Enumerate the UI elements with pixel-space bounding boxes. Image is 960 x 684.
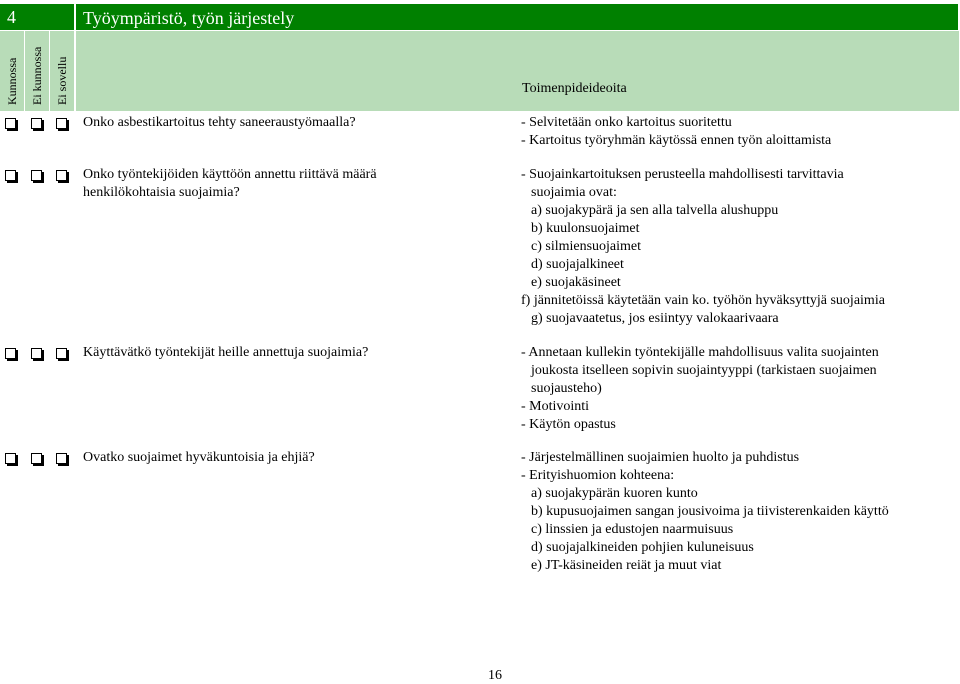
question-line: Ovatko suojaimet hyväkuntoisia ja ehjiä?	[83, 450, 315, 465]
action-line: c) linssien ja edustojen naarmuisuus	[531, 522, 734, 537]
header-label-ei-kunnossa: Ei kunnossa	[30, 46, 44, 105]
action-line: e) suojakäsineet	[531, 275, 621, 290]
question-row-3	[83, 344, 368, 362]
checkbox-ei-kunnossa-row-2[interactable]	[31, 170, 42, 181]
action-line: - Erityishuomion kohteena:	[521, 468, 675, 483]
actions-row-4	[521, 449, 889, 575]
checkbox-ei-sovellu-row-2[interactable]	[56, 170, 67, 181]
checkbox-kunnossa-row-4[interactable]	[5, 453, 16, 464]
question-row-4	[83, 449, 315, 467]
section-title-bar	[0, 4, 958, 30]
header-ei-kunnossa	[25, 31, 49, 111]
action-line: - Järjestelmällinen suojaimien huolto ja puhdistus	[521, 450, 800, 465]
question-row-2	[83, 166, 377, 202]
title-divider	[74, 4, 76, 30]
question-line: henkilökohtaisia suojaimia?	[83, 185, 240, 200]
question-line: Onko asbestikartoitus tehty saneeraustyömaalla?	[83, 115, 356, 130]
action-line: joukosta itselleen sopivin suojaintyyppi (tarkistaen suojaimen	[531, 363, 877, 378]
action-line: b) kuulonsuojaimet	[531, 221, 640, 236]
action-line: d) suojajalkineiden pohjien kuluneisuus	[531, 540, 754, 555]
action-line: suojausteho)	[531, 381, 602, 396]
checkbox-ei-sovellu-row-4[interactable]	[56, 453, 67, 464]
header-kunnossa	[0, 31, 24, 111]
action-line: a) suojakypärän kuoren kunto	[531, 486, 698, 501]
header-label-ei-sovellu: Ei sovellu	[55, 56, 69, 105]
action-line: d) suojajalkineet	[531, 257, 624, 272]
question-row-1	[83, 114, 356, 132]
action-line: b) kupusuojaimen sangan jousivoima ja tiivisterenkaiden käyttö	[531, 504, 889, 519]
section-title: Työympäristö, työn järjestely	[83, 8, 295, 28]
actions-row-1	[521, 114, 831, 150]
checkbox-ei-sovellu-row-1[interactable]	[56, 118, 67, 129]
checkbox-ei-sovellu-row-3[interactable]	[56, 348, 67, 359]
action-line: - Kartoitus työryhmän käytössä ennen työn aloittamista	[521, 133, 832, 148]
checkbox-kunnossa-row-3[interactable]	[5, 348, 16, 359]
section-number: 4	[7, 7, 16, 27]
checkbox-ei-kunnossa-row-4[interactable]	[31, 453, 42, 464]
action-line: - Annetaan kullekin työntekijälle mahdollisuus valita suojainten	[521, 345, 879, 360]
checkbox-kunnossa-row-1[interactable]	[5, 118, 16, 129]
action-line: a) suojakypärä ja sen alla talvella alushuppu	[531, 203, 779, 218]
actions-row-3	[521, 344, 879, 434]
action-line: - Suojainkartoituksen perusteella mahdollisesti tarvittavia	[521, 167, 844, 182]
action-line: - Selvitetään onko kartoitus suoritettu	[521, 115, 732, 130]
action-line: f) jännitetöissä käytetään vain ko. työhön hyväksyttyjä suojaimia	[521, 293, 885, 308]
question-line: Onko työntekijöiden käyttöön annettu riittävä määrä	[83, 167, 377, 182]
page-number: 16	[488, 668, 502, 683]
header-ei-sovellu	[50, 31, 74, 111]
actions-row-2	[521, 166, 885, 328]
action-line: suojaimia ovat:	[531, 185, 617, 200]
checkbox-kunnossa-row-2[interactable]	[5, 170, 16, 181]
header-label-kunnossa: Kunnossa	[5, 57, 19, 105]
action-line: c) silmiensuojaimet	[531, 239, 642, 254]
header-main	[76, 31, 959, 111]
action-line: g) suojavaatetus, jos esiintyy valokaarivaara	[531, 311, 779, 326]
action-line: e) JT-käsineiden reiät ja muut viat	[531, 558, 722, 573]
checkbox-ei-kunnossa-row-1[interactable]	[31, 118, 42, 129]
checkbox-ei-kunnossa-row-3[interactable]	[31, 348, 42, 359]
question-line: Käyttävätkö työntekijät heille annettuja suojaimia?	[83, 345, 369, 360]
header-actions-label: Toimenpideideoita	[522, 81, 627, 96]
action-line: - Käytön opastus	[521, 417, 616, 432]
action-line: - Motivointi	[521, 399, 590, 414]
